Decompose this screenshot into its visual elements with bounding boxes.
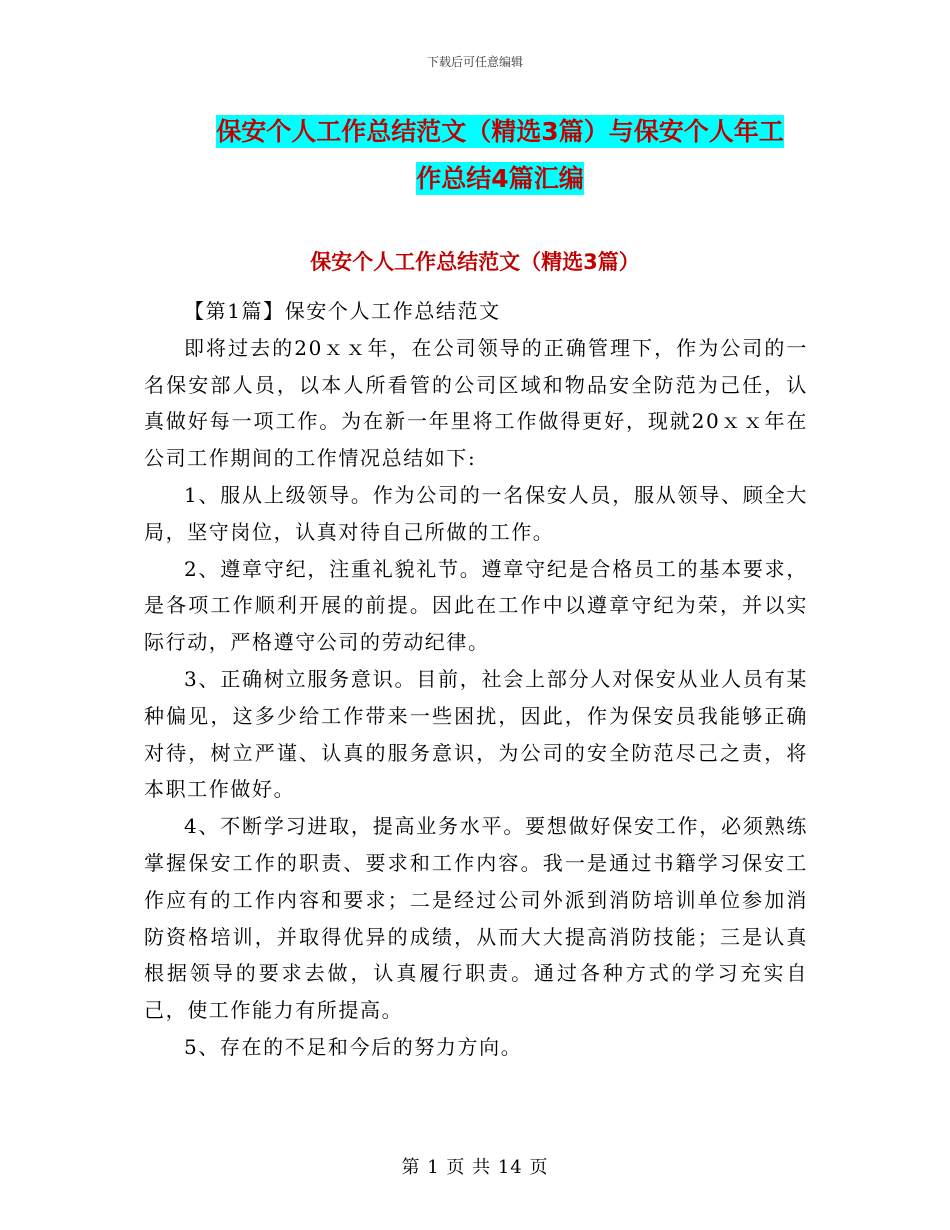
page-number-footer: 第 1 页 共 14 页 xyxy=(401,1157,549,1178)
paragraph-item-5: 5、存在的不足和今后的努力方向。 xyxy=(184,1034,523,1059)
paragraph-item-1: 1、服从上级领导。作为公司的一名保安人员，服从领导、顾全大局，坚守岗位，认真对待自己所做的工作。 xyxy=(144,482,808,544)
title-line-2: 作总结4篇汇编 xyxy=(416,164,584,193)
header-note: 下载后可任意编辑 xyxy=(426,55,523,69)
paragraph-item-3: 3、正确树立服务意识。目前，社会上部分人对保安从业人员有某种偏见，这多少给工作带来一些困扰，因此，作为保安员我能够正确对待，树立严谨、认真的服务意识，为公司的安全防范尽己之责，将本职工作做好。 xyxy=(144,666,808,802)
document-title xyxy=(140,108,860,202)
title-line-1: 保安个人工作总结范文（精选3篇）与保安个人年工 xyxy=(216,117,784,146)
paragraph-intro: 即将过去的20ｘｘ年，在公司领导的正确管理下，作为公司的一名保安部人员，以本人所看管的公司区域和物品安全防范为己任，认真做好每一项工作。为在新一年里将工作做得更好，现就20ｘｘ年在公司工作期间的工作情况总结如下: xyxy=(144,335,808,471)
section-title: 保安个人工作总结范文（精选3篇） xyxy=(310,250,640,274)
document-body xyxy=(144,293,808,1066)
paragraph-item-2: 2、遵章守纪，注重礼貌礼节。遵章守纪是合格员工的基本要求，是各项工作顺利开展的前提。因此在工作中以遵章守纪为荣，并以实际行动，严格遵守公司的劳动纪律。 xyxy=(144,556,808,655)
paragraph-item-4: 4、不断学习进取，提高业务水平。要想做好保安工作，必须熟练掌握保安工作的职责、要求和工作内容。我一是通过书籍学习保安工作应有的工作内容和要求；二是经过公司外派到消防培训单位参加消防资格培训，并取得优异的成绩，从而大大提高消防技能；三是认真根据领导的要求去做，认真履行职责。通过各种方式的学习充实自己，使工作能力有所提高。 xyxy=(144,814,808,1023)
chapter-heading: 【第1篇】保安个人工作总结范文 xyxy=(184,299,501,323)
